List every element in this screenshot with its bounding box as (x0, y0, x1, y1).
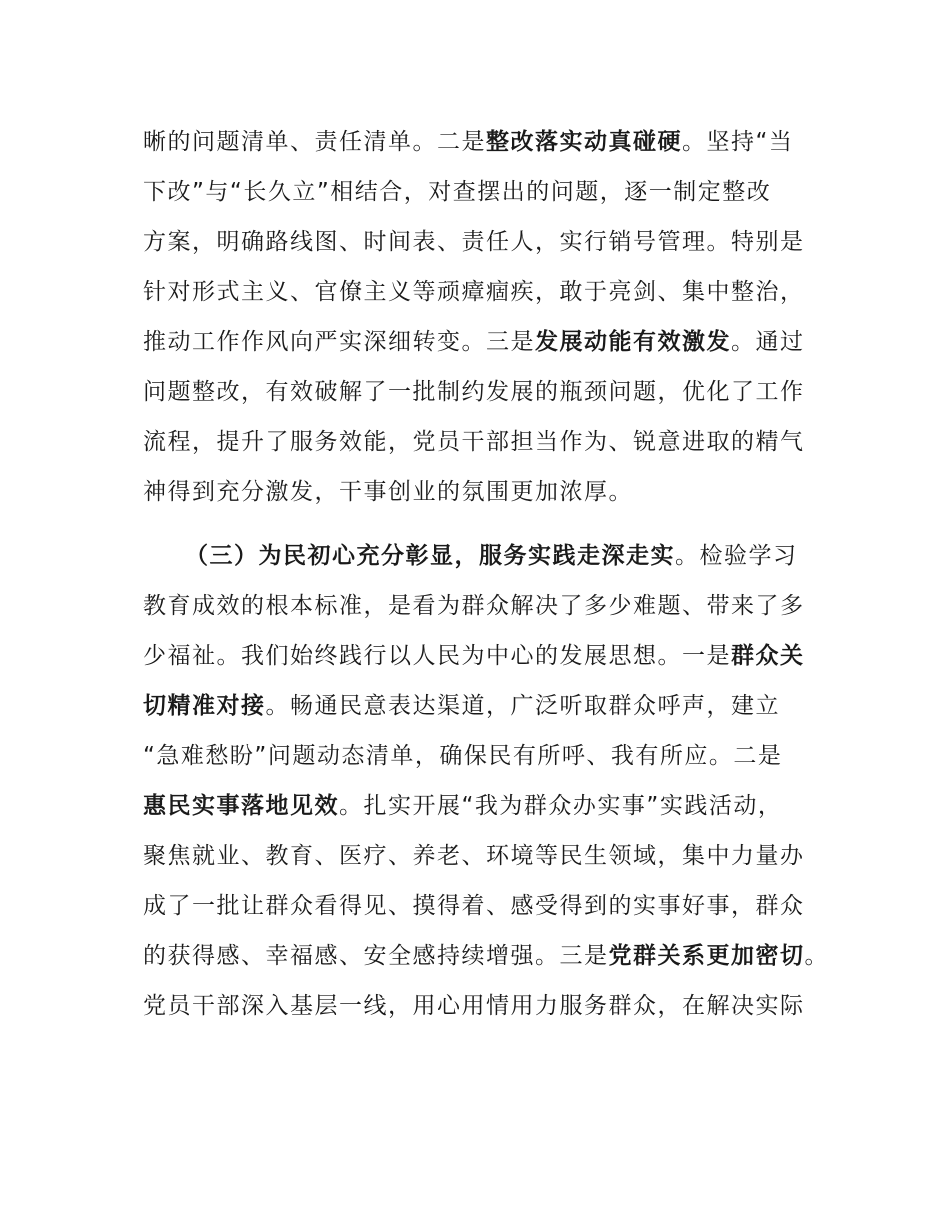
paragraph1-line-4 (143, 272, 805, 312)
paragraph1-line-2 (143, 172, 771, 212)
emphasis-segment: 发展动能有效激发 (535, 329, 731, 355)
paragraph2-line-4 (143, 686, 780, 726)
text-segment: 的获得感、幸福感、安全感持续增强。三是 (143, 943, 609, 969)
text-segment: “急难愁盼”问题动态清单，确保民有所呼、我有所应。二是 (143, 743, 783, 769)
paragraph1-line-7 (143, 422, 805, 462)
emphasis-segment: 整改落实动真碰硬 (486, 129, 682, 155)
text-segment: 问题整改，有效破解了一批制约发展的瓶颈问题，优化了工作 (143, 379, 805, 405)
paragraph2-line-6 (143, 786, 782, 826)
text-segment: 。坚持“当 (682, 129, 794, 155)
text-segment: 推动工作作风向严实深细转变。三是 (143, 329, 535, 355)
text-segment: 党员干部深入基层一线，用心用情用力服务群众，在解决实际 (143, 993, 805, 1019)
text-segment: 。通过 (731, 329, 805, 355)
section-heading: （三）为民初心充分彰显，服务实践走深走实 (185, 543, 675, 569)
text-segment: 。扎实开展“我为群众办实事”实践活动， (339, 793, 783, 819)
text-segment: 聚焦就业、教育、医疗、养老、环境等民生领域，集中力量办 (143, 843, 805, 869)
text-segment: 神得到充分激发，干事创业的氛围更加浓厚。 (143, 479, 633, 505)
paragraph1-line-8 (143, 472, 633, 512)
paragraph1-line-6 (143, 372, 805, 412)
paragraph2-line-2 (143, 586, 805, 626)
emphasis-segment: 党群关系更加密切 (608, 943, 805, 969)
paragraph2-line-3 (143, 636, 805, 676)
paragraph1-line-3 (143, 222, 805, 262)
text-segment: 。畅通民意表达渠道，广泛听取群众呼声，建立 (265, 693, 780, 719)
text-segment: 下改”与“长久立”相结合，对查摆出的问题，逐一制定整改 (143, 179, 772, 205)
paragraph2-line-1 (185, 536, 798, 576)
emphasis-segment: 惠民实事落地见效 (143, 793, 339, 819)
emphasis-segment: 群众关 (731, 643, 805, 669)
text-segment: 针对形式主义、官僚主义等顽瘴痼疾，敢于亮剑、集中整治， (143, 279, 805, 305)
text-segment: 晰的问题清单、责任清单。二是 (143, 129, 486, 155)
paragraph2-line-5 (143, 736, 782, 776)
paragraph2-line-10 (143, 986, 805, 1026)
text-segment: 教育成效的根本标准，是看为群众解决了多少难题、带来了多 (143, 593, 805, 619)
text-segment: 。 (804, 943, 829, 969)
paragraph2-line-8 (143, 886, 805, 926)
paragraph1-line-1 (143, 122, 793, 162)
emphasis-segment: 切精准对接 (143, 693, 266, 719)
paragraph2-line-7 (143, 836, 805, 876)
text-segment: 。检验学习 (675, 543, 798, 569)
paragraph1-line-5 (143, 322, 805, 362)
text-segment: 成了一批让群众看得见、摸得着、感受得到的实事好事，群众 (143, 893, 805, 919)
text-segment: 方案，明确路线图、时间表、责任人，实行销号管理。特别是 (143, 229, 805, 255)
text-segment: 流程，提升了服务效能，党员干部担当作为、锐意进取的精气 (143, 429, 805, 455)
text-segment: 少福祉。我们始终践行以人民为中心的发展思想。一是 (143, 643, 731, 669)
paragraph2-line-9 (143, 936, 829, 976)
